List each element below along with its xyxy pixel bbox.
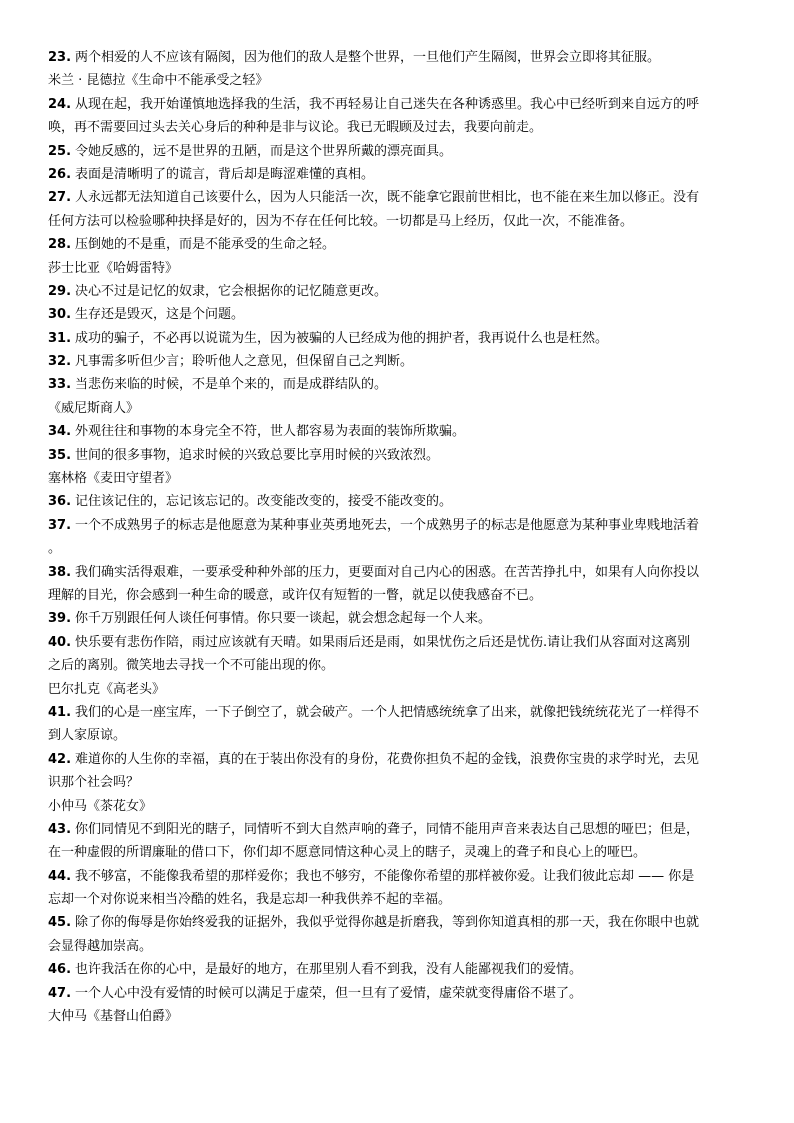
source-heading	[48, 69, 748, 92]
quote-text: 人永远都无法知道自己该要什么，因为人只能活一次，既不能拿它跟前世相比，也不能在来生加以修正。没有	[75, 190, 700, 206]
quote-line	[48, 186, 748, 209]
quote-number: 45.	[48, 915, 72, 931]
quote-text: 我们的心是一座宝库，一下子倒空了，就会破产。一个人把情感统统拿了出来，就像把钱统统花光了一样得不	[75, 704, 700, 720]
quote-text: 压倒她的不是重，而是不能承受的生命之轻。	[75, 237, 336, 253]
quote-line	[48, 958, 748, 981]
quote-text: 令她反感的，远不是世界的丑陋，而是这个世界所戴的漂亮面具。	[75, 143, 453, 159]
quote-line	[48, 865, 748, 888]
quote-line	[48, 841, 748, 864]
source-title: 小仲马《茶花女》	[48, 798, 153, 814]
quote-text: 决心不过是记忆的奴隶，它会根据你的记忆随意更改。	[75, 283, 388, 299]
quote-number: 41.	[48, 704, 72, 720]
quote-text: 也许我活在你的心中，是最好的地方，在那里别人看不到我，没有人能鄙视我们的爱情。	[75, 962, 583, 978]
quote-text: 任何方法可以检验哪种抉择是好的，因为不存在任何比较。一切都是马上经历，仅此一次，不能准备。	[48, 213, 634, 229]
source-title: 塞林格《麦田守望者》	[48, 471, 179, 487]
quote-text: 两个相爱的人不应该有隔阂，因为他们的敌人是整个世界，一旦他们产生隔阂，世界会立即将其征服。	[75, 50, 661, 65]
source-heading	[48, 678, 748, 701]
quote-text: 成功的骗子，不必再以说谎为生，因为被骗的人已经成为他的拥护者，我再说什么也是枉然。	[75, 330, 609, 346]
quote-text: 识那个社会吗？	[48, 775, 140, 791]
quote-line	[48, 373, 748, 396]
quote-line	[48, 654, 748, 677]
quote-line	[48, 771, 748, 794]
quote-number: 25.	[48, 143, 72, 159]
quote-number: 34.	[48, 424, 72, 440]
quote-line	[48, 724, 748, 747]
quote-number: 47.	[48, 985, 72, 1001]
quote-line	[48, 607, 748, 630]
quote-line	[48, 444, 748, 467]
source-title: 巴尔扎克《高老头》	[48, 681, 166, 697]
quote-line	[48, 210, 748, 233]
quote-number: 28.	[48, 237, 72, 253]
quote-line	[48, 982, 748, 1005]
quote-number: 43.	[48, 821, 72, 837]
quote-number: 40.	[48, 634, 72, 650]
quote-text: 你千万别跟任何人谈任何事情。你只要一谈起，就会想念起每一个人来。	[75, 611, 492, 627]
quote-line	[48, 233, 748, 256]
quote-text: 难道你的人生你的幸福，真的在于装出你没有的身份，花费你担负不起的金钱，浪费你宝贵的求学时光，去见	[75, 751, 700, 767]
quote-line	[48, 748, 748, 771]
quote-text: 在一种虚假的所谓廉耻的借口下，你们却不愿意同情这种心灵上的瞎子，灵魂上的聋子和良心上的哑巴。	[48, 845, 647, 861]
quote-line	[48, 701, 748, 724]
quote-number: 37.	[48, 517, 72, 533]
quote-number: 38.	[48, 564, 72, 580]
quote-text: 除了你的侮辱是你始终爱我的证据外，我似乎觉得你越是折磨我，等到你知道真相的那一天，我在你眼中也就	[75, 915, 700, 931]
quote-text: 表面是清晰明了的谎言，背后却是晦涩难懂的真相。	[75, 166, 375, 182]
source-heading	[48, 795, 748, 818]
quote-number: 26.	[48, 166, 72, 182]
quote-number: 32.	[48, 354, 72, 370]
quote-line	[48, 93, 748, 116]
quote-text: 忘却一个对你说来相当冷酷的姓名，我是忘却一种我供养不起的幸福。	[48, 892, 452, 908]
quote-line	[48, 327, 748, 350]
source-title: 米兰 · 昆德拉《生命中不能承受之轻》	[48, 73, 269, 89]
quote-text: 到人家原谅。	[48, 728, 127, 744]
quote-text: 从现在起，我开始谨慎地选择我的生活，我不再轻易让自己迷失在各种诱惑里。我心中已经听到来自远方的呼	[75, 96, 700, 112]
quote-line	[48, 280, 748, 303]
quote-list	[48, 46, 748, 1028]
quote-text: 当悲伤来临的时候，不是单个来的，而是成群结队的。	[75, 377, 388, 393]
source-title: 莎士比亚《哈姆雷特》	[48, 260, 179, 276]
quote-line	[48, 163, 748, 186]
quote-line	[48, 350, 748, 373]
quote-line	[48, 140, 748, 163]
quote-text: 外观往往和事物的本身完全不符，世人都容易为表面的装饰所欺骗。	[75, 424, 466, 440]
quote-line	[48, 303, 748, 326]
quote-number: 35.	[48, 447, 72, 463]
quote-text: 记住该记住的，忘记该忘记的。改变能改变的，接受不能改变的。	[75, 494, 453, 510]
source-heading	[48, 1005, 748, 1028]
quote-text: 之后的离别。微笑地去寻找一个不可能出现的你。	[48, 658, 335, 674]
quote-text: 会显得越加崇高。	[48, 938, 153, 954]
quote-number: 42.	[48, 751, 72, 767]
quote-text: 我不够富，不能像我希望的那样爱你；我也不够穷，不能像你希望的那样被你爱。让我们彼此忘却 —— 你是	[75, 868, 695, 884]
source-heading	[48, 467, 748, 490]
quote-text: 快乐要有悲伤作陪，雨过应该就有天晴。如果雨后还是雨，如果忧伤之后还是忧伤.请让我们从容面对这离别	[75, 634, 691, 650]
quote-line	[48, 116, 748, 139]
quote-line	[48, 46, 748, 69]
quote-number: 30.	[48, 307, 72, 323]
quote-text: 你们同情见不到阳光的瞎子，同情听不到大自然声响的聋子，同情不能用声音来表达自己思想的哑巴；但是，	[75, 821, 700, 837]
quote-number: 24.	[48, 96, 72, 112]
quote-line	[48, 561, 748, 584]
quote-number: 29.	[48, 283, 72, 299]
quote-number: 27.	[48, 190, 72, 206]
quote-line	[48, 490, 748, 513]
quote-line	[48, 631, 748, 654]
quote-text: 凡事需多听但少言；聆听他人之意见，但保留自己之判断。	[75, 354, 414, 370]
quote-line	[48, 935, 748, 958]
quote-number: 33.	[48, 377, 72, 393]
quote-text: 生存还是毁灭，这是个问题。	[75, 307, 245, 323]
quote-text: 一个人心中没有爱情的时候可以满足于虚荣，但一旦有了爱情，虚荣就变得庸俗不堪了。	[75, 985, 583, 1001]
quote-text: 世间的很多事物，追求时候的兴致总要比享用时候的兴致浓烈。	[75, 447, 440, 463]
quote-number: 39.	[48, 611, 72, 627]
source-heading	[48, 257, 748, 280]
quote-line	[48, 818, 748, 841]
quote-line	[48, 584, 748, 607]
source-heading	[48, 397, 748, 420]
source-title: 《威尼斯商人》	[48, 400, 140, 416]
quote-number: 23.	[48, 50, 72, 65]
quote-line	[48, 888, 748, 911]
quote-text: 一个不成熟男子的标志是他愿意为某种事业英勇地死去，一个成熟男子的标志是他愿意为某种事业卑贱地活着	[75, 517, 700, 533]
quote-number: 46.	[48, 962, 72, 978]
quote-line	[48, 537, 748, 560]
quote-line	[48, 420, 748, 443]
quote-number: 36.	[48, 494, 72, 510]
quote-text: 我们确实活得艰难，一要承受种种外部的压力，更要面对自己内心的困惑。在苦苦挣扎中，如果有人向你投以	[75, 564, 700, 580]
quote-text: 理解的目光，你会感到一种生命的暖意，或许仅有短暂的一瞥，就足以使我感奋不已。	[48, 587, 543, 603]
source-title: 大仲马《基督山伯爵》	[48, 1009, 179, 1025]
quote-text: 。	[48, 541, 62, 557]
quote-number: 44.	[48, 868, 72, 884]
quote-number: 31.	[48, 330, 72, 346]
quote-line	[48, 911, 748, 934]
quote-line	[48, 514, 748, 537]
quote-text: 唤，再不需要回过头去关心身后的种种是非与议论。我已无暇顾及过去，我要向前走。	[48, 120, 543, 136]
